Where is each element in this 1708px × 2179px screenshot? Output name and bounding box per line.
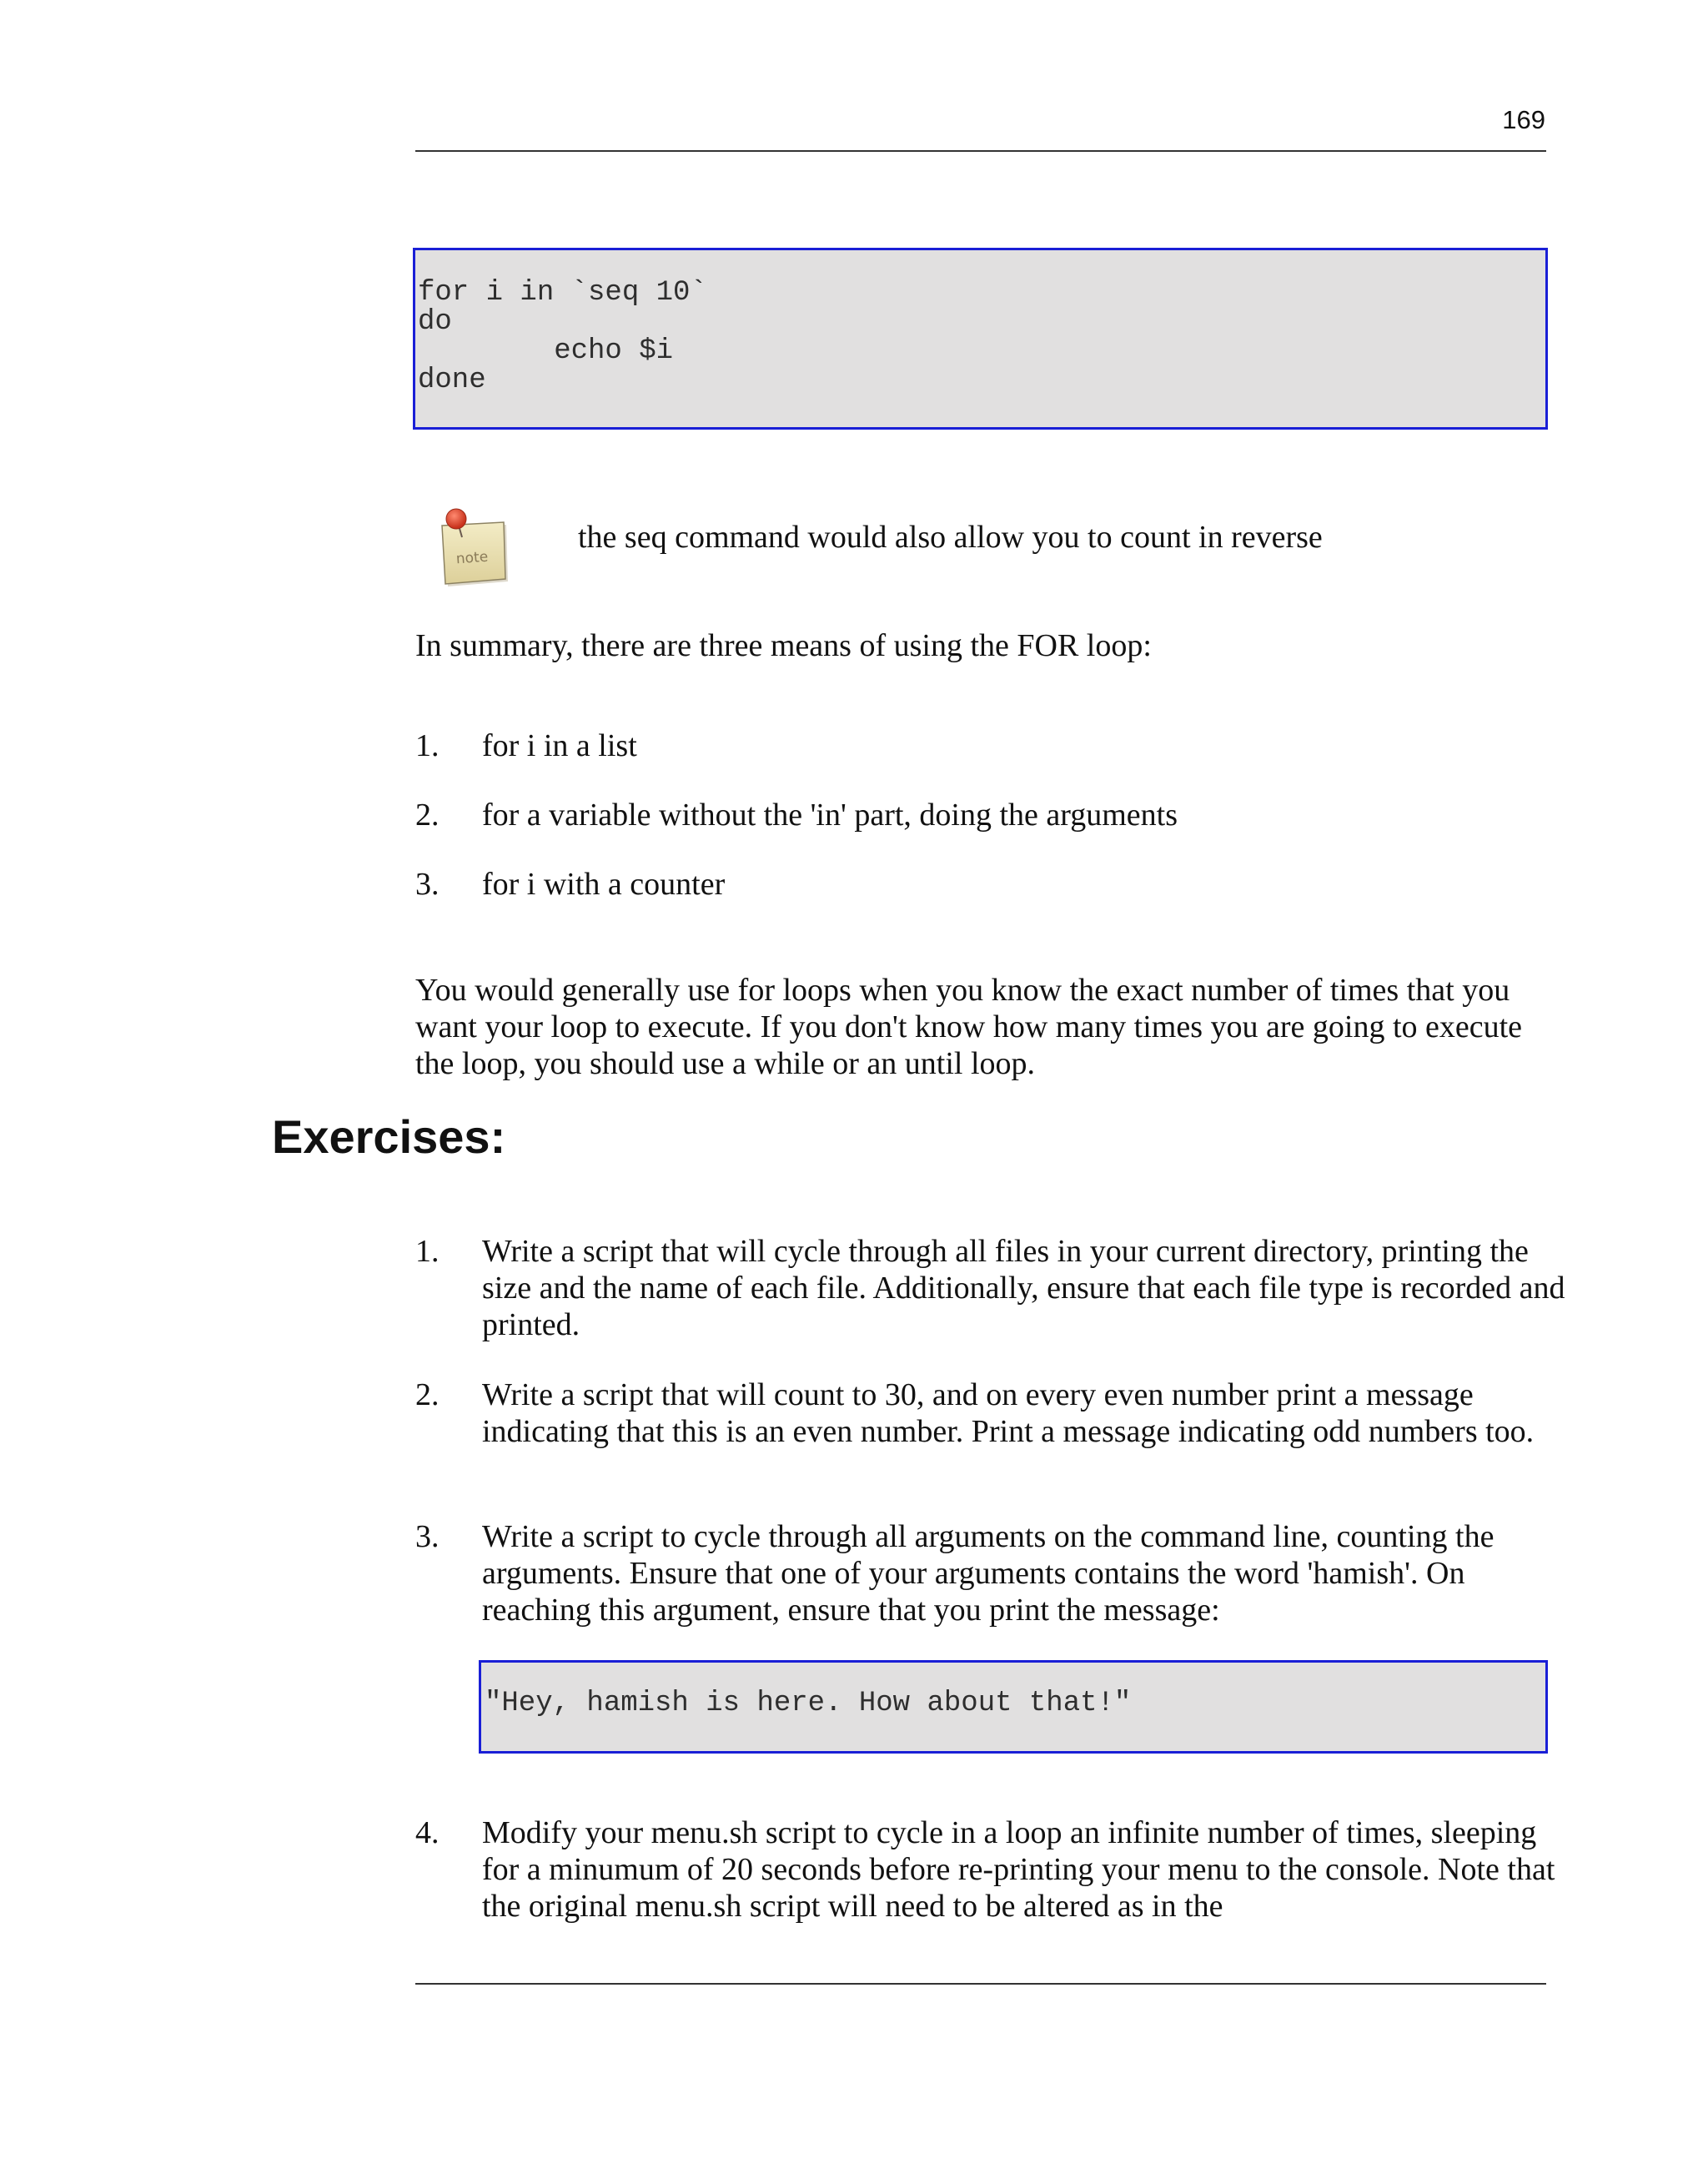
note-text: the seq command would also allow you to count in reverse <box>578 520 1323 555</box>
footer-rule <box>415 1983 1546 1985</box>
list-item-number: 4. <box>415 1815 440 1850</box>
exercise-item <box>415 1376 1566 1450</box>
list-item-number: 2. <box>415 798 440 833</box>
list-item-number: 3. <box>415 1519 440 1554</box>
list-item-text: Write a script that will count to 30, and on every even number print a message indicating that this is an even number. Print a message indicating odd numbers too. <box>482 1377 1535 1449</box>
note-icon <box>434 507 510 587</box>
exercise-item <box>415 1814 1566 1925</box>
list-item <box>415 866 1566 935</box>
list-item-text: Write a script that will cycle through all files in your current directory, printing the size and the name of each file. Additionally, ensure that each file type is recorded and printed. <box>482 1234 1565 1342</box>
section-heading-exercises: Exercises: <box>272 1110 506 1163</box>
list-item-text: Modify your menu.sh script to cycle in a loop an infinite number of times, sleeping for a minumum of 20 seconds before re-printing your menu to the console. Note that the original menu.sh script will need to be altered as in the <box>482 1815 1555 1924</box>
page-number: 169 <box>1502 105 1545 134</box>
code-block-for-seq: for i in `seq 10` do echo $i done <box>413 248 1548 430</box>
list-item-text: for i with a counter <box>482 867 726 902</box>
exercise-item <box>415 1233 1566 1343</box>
svg-text:note: note <box>455 548 489 568</box>
list-item-number: 2. <box>415 1377 440 1412</box>
list-item-number: 1. <box>415 1234 440 1269</box>
list-item <box>415 1233 1566 1343</box>
for-loop-means-list <box>415 727 1566 935</box>
list-item <box>415 1814 1566 1925</box>
closing-paragraph: You would generally use for loops when you know the exact number of times that you want your loop to execute. If you don't know how many times you are going to execute the loop, you should use a while or an until loop. <box>415 973 1523 1081</box>
list-item <box>415 727 1566 797</box>
list-item-text: Write a script to cycle through all arguments on the command line, counting the arguments. Ensure that one of your arguments contains the word 'hamish'. On reaching this argument, ensure that you print the message: <box>482 1519 1494 1628</box>
list-item <box>415 797 1566 866</box>
exercise-item <box>415 1518 1566 1628</box>
summary-intro: In summary, there are three means of using the FOR loop: <box>415 628 1152 663</box>
list-item-text: for i in a list <box>482 728 637 763</box>
list-item <box>415 1518 1566 1628</box>
list-item-text: for a variable without the 'in' part, doing the arguments <box>482 798 1178 833</box>
list-item <box>415 1376 1566 1450</box>
code-block-hamish-message: "Hey, hamish is here. How about that!" <box>479 1660 1548 1754</box>
header-rule <box>415 150 1546 152</box>
list-item-number: 3. <box>415 867 440 902</box>
list-item-number: 1. <box>415 728 440 763</box>
